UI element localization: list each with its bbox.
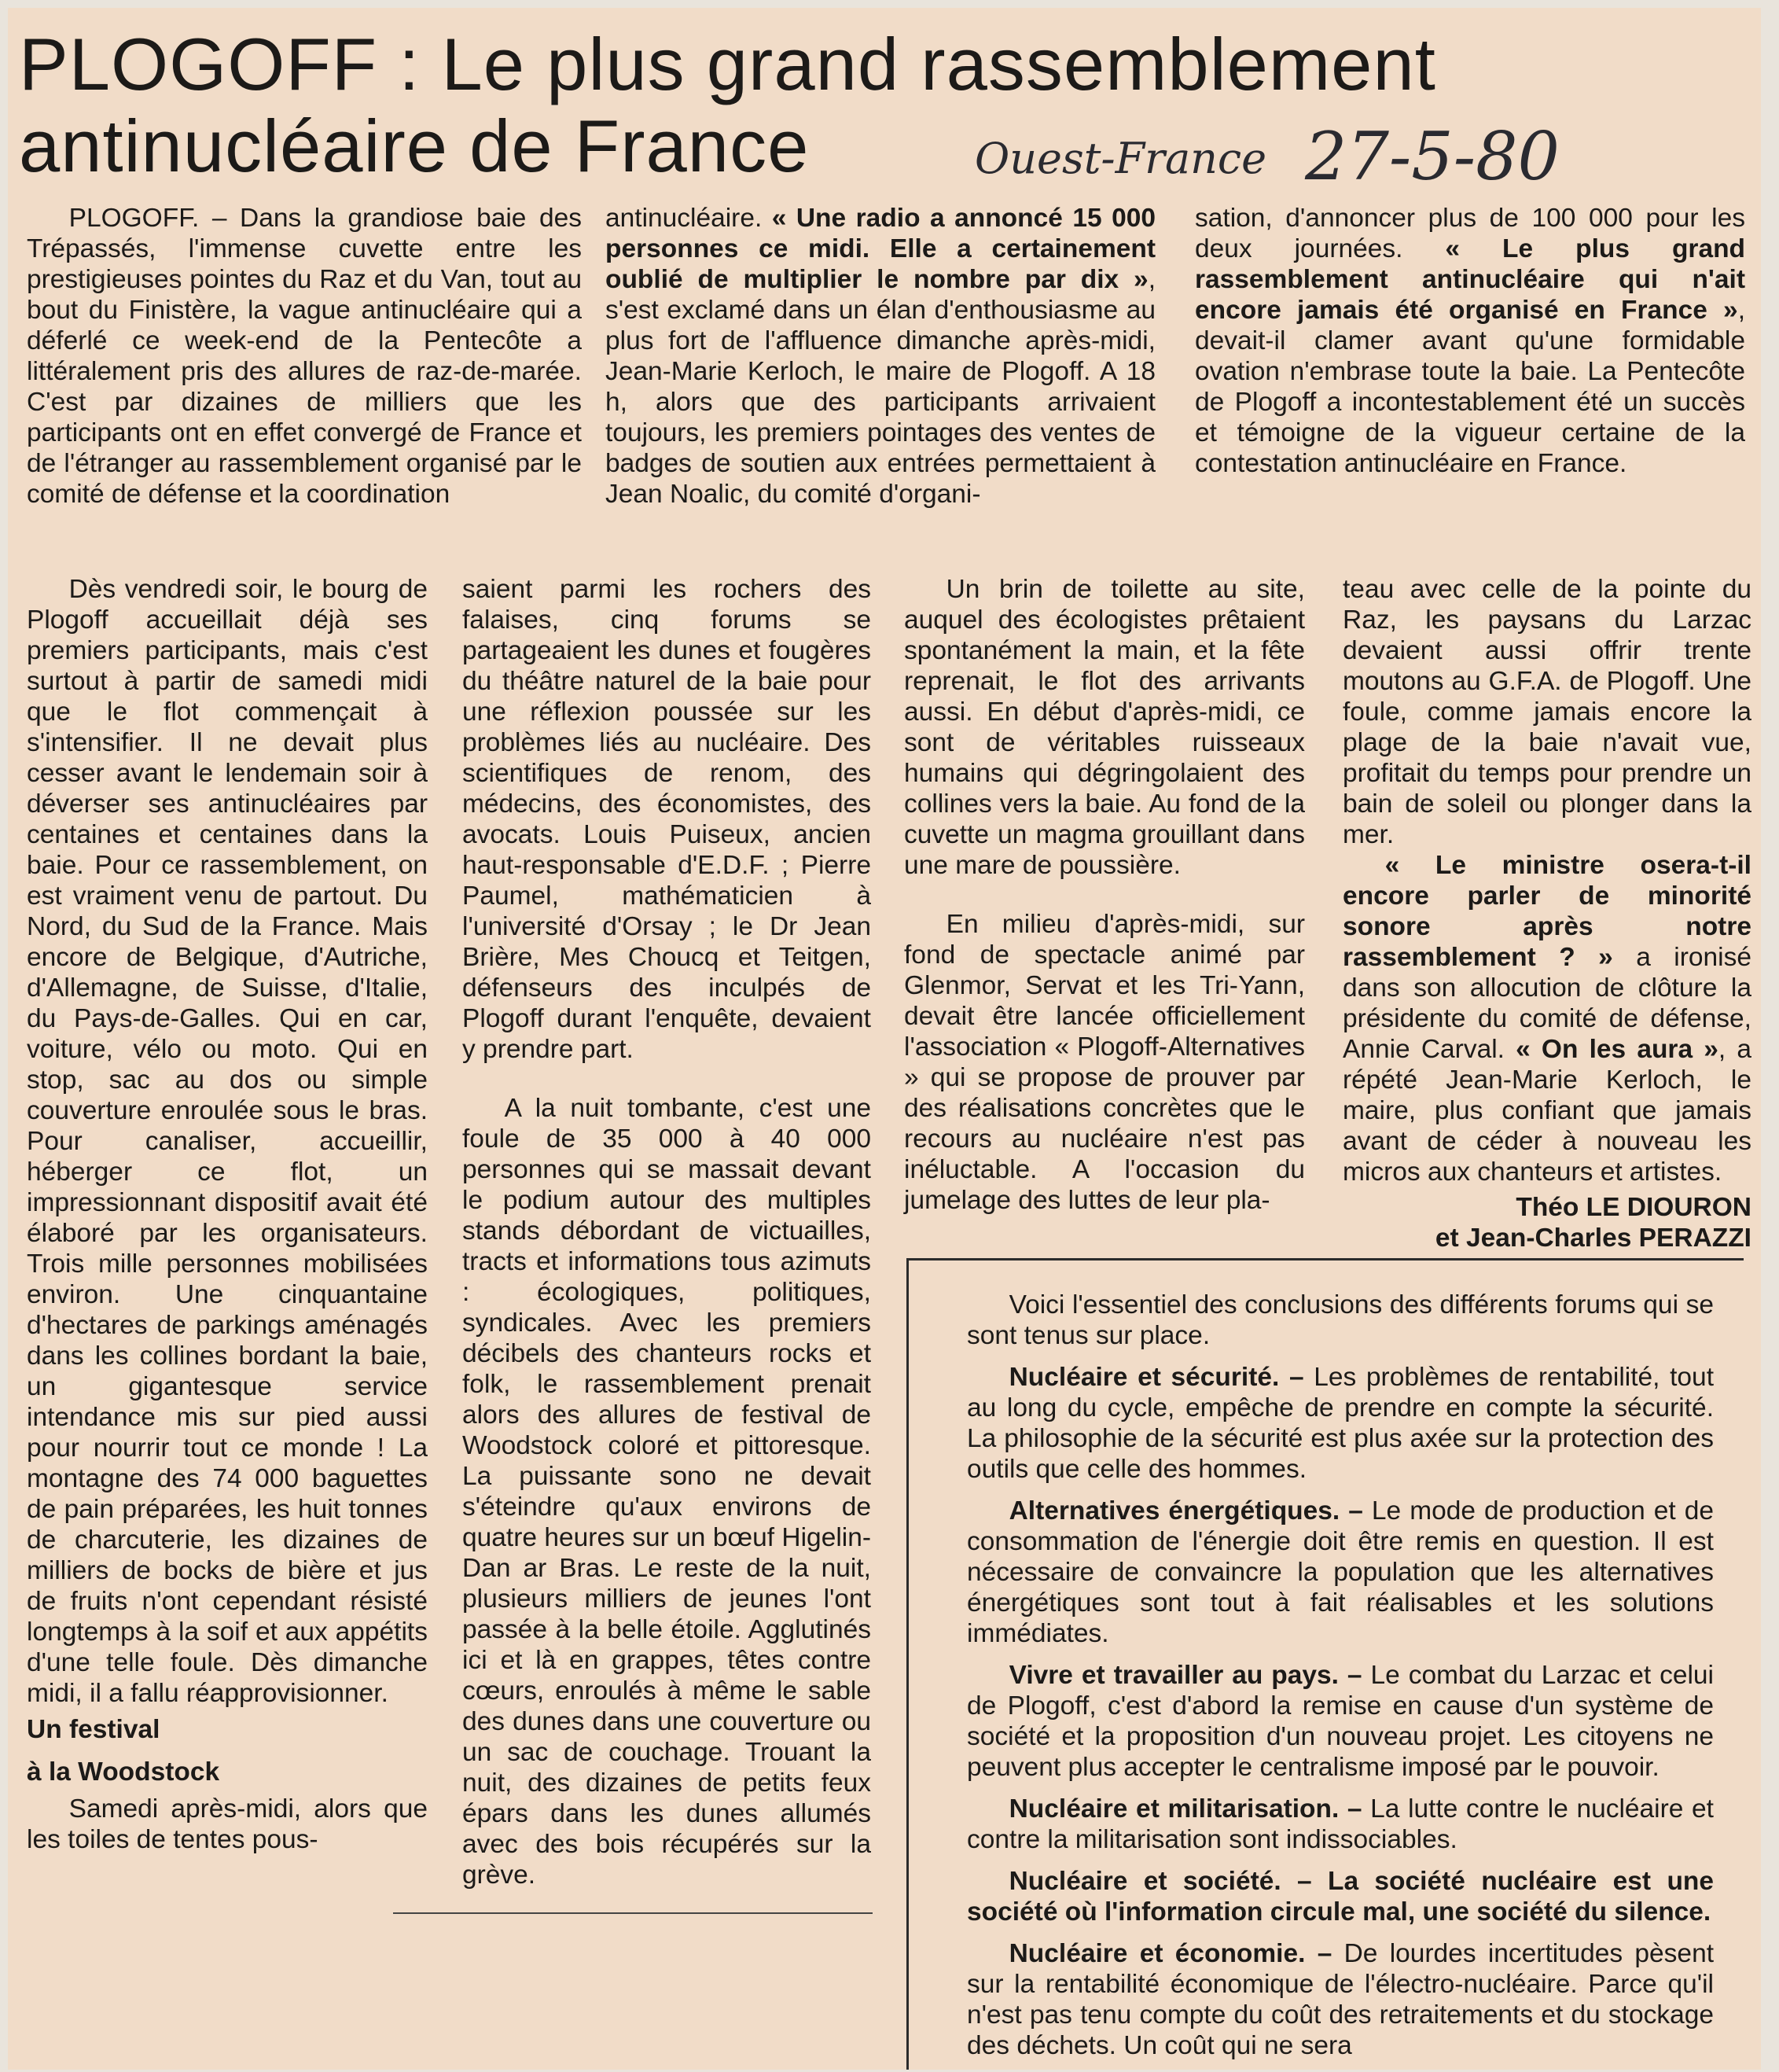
minister-quote: « Le ministre osera-t-il encore parler de minorité sonore après notre rassemblement ? » bbox=[1343, 851, 1751, 972]
box-item: Nucléaire et économie. – De lourdes incertitudes pèsent sur la rentabilité économique de l'électro-nucléaire. Parce qu'il n'est pas tenu compte du coût des retraitements et du stockage des déchets. Un coût qui ne sera bbox=[967, 1939, 1715, 2060]
box-item: Nucléaire et sécurité. – Les problèmes de rentabilité, tout au long du cycle, empêche de prendre en compte la sécurité. La philosophie de la sécurité est plus axée sur la protection des outils que celle des hommes. bbox=[967, 1363, 1714, 1484]
body-paragraph: Un brin de toilette au site, auquel des écologistes prêtaient spontanément la main, et la fête reprenait, le flot des arrivants aussi. En début d'après-midi, ce sont de véritables ruisseaux humains qui dégringolaient des collines vers la baie. Au fond de la cuvette un magma grouillant dans une mare de poussière. bbox=[904, 575, 1305, 880]
body-paragraph: A la nuit tombante, c'est une foule de 35 000 à 40 000 personnes qui se massait devant le podium autour des multiples stands débordant de victuailles, tracts et informations tous azimuts : écologiques, politiques, syndicales. Avec les premiers décibels des chanteurs rocks et folk, le rassemblement prenait alors des allures de festival de Woodstock coloré et pittoresque. La puissante sono ne devait s'éteindre qu'aux environs de quatre heures sur un bœuf Higelin-Dan ar Bras. Le reste de la nuit, plusieurs milliers de jeunes l'ont passée à la belle étoile. Agglutinés ici et là en grappes, têtes contre cœurs, enroulés à même le sable des dunes dans une couverture ou un sac de couchage. Trouant la nuit, des dizaines de petits feux épars dans les dunes allumés avec des bois récupérés sur la grève. bbox=[462, 1094, 871, 1890]
box-item: Alternatives énergétiques. – Le mode de production et de consommation de l'énergie doit être remis en question. Il est nécessaire de convaincre la population que les alternatives énergétiques sont tout à fait réalisables et les solutions immédiates. bbox=[967, 1496, 1714, 1648]
intro-paragraph-3: sation, d'annoncer plus de 100 000 pour les deux journées. « Le plus grand rassemblement antinucléaire qui n'ait encore jamais été organisé en France », devait-il clamer avant qu'une formidable ovation n'embrase toute la baie. La Pentecôte de Plogoff a incontestablement été un succès et témoigne de la vigueur certaine de la contestation antinucléaire en France. bbox=[1195, 204, 1745, 478]
body-paragraph: Samedi après-midi, alors que les toiles de tentes pous- bbox=[27, 1794, 428, 1854]
body-paragraph: Dès vendredi soir, le bourg de Plogoff accueillait déjà ses premiers participants, mais c'est surtout à partir de samedi midi que le flot commençait à s'intensifier. Il ne devait plus cesser avant le lendemain soir à déverser ses antinucléaires par centaines et centaines dans la baie. Pour ce rassemblement, on est vraiment venu de partout. Du Nord, du Sud de la France. Mais encore de Belgique, d'Autriche, d'Allemagne, de Suisse, d'Italie, du Pays-de-Galles. Qui en car, voiture, vélo ou moto. Qui en stop, sac au dos ou simple couverture enroulée sous le bras. Pour canaliser, accueillir, héberger ce flot, un impressionnant dispositif avait été élaboré par les organisateurs. Trois mille personnes mobilisées environ. Une cinquantaine d'hectares de parkings aménagés dans les collines bordant la baie, un gigantesque service intendance mis sur pied aussi pour nourrir tout ce monde ! La montagne des 74 000 baguettes de pain préparées, les huit tonnes de charcuterie, les dizaines de milliers de bocks de bière et jus de fruits n'ont cependant résisté longtemps à la soif et aux appétits d'une telle foule. Dès dimanche midi, il a fallu réapprovisionner. bbox=[27, 575, 428, 1708]
subheading: Un festival à la Woodstock bbox=[27, 1715, 220, 1787]
column-rule bbox=[393, 1912, 873, 1914]
body-paragraph: « Le ministre osera-t-il encore parler de minorité sonore après notre rassemblement ? » a ironisé dans son allocution de clôture la présidente du comité de défense, Annie Carval. « On les aura », a répété Jean-Marie Kerloch, le maire, plus confiant que jamais avant de céder à nouveau les micros aux chanteurs et artistes. bbox=[1343, 851, 1751, 1187]
intro-paragraph-2: antinucléaire. « Une radio a annoncé 15 000 personnes ce midi. Elle a certainement oublié de multiplier le nombre par dix », s'est exclamé dans un élan d'enthousiasme au plus fort de l'affluence dimanche après-midi, Jean-Marie Kerloch, le maire de Plogoff. A 18 h, alors que des participants arrivaient toujours, les premiers pointages des ventes de badges de soutien aux entrées permettaient à Jean Noalic, du comité d'organi- bbox=[605, 204, 1156, 509]
box-intro: Voici l'essentiel des conclusions des différents forums qui se sont tenus sur place. bbox=[967, 1290, 1714, 1350]
body-column-4 bbox=[1343, 574, 1751, 1253]
headline: PLOGOFF : Le plus grand rassemblement antinucléaire de France bbox=[19, 23, 1436, 187]
radio-quote: « Une radio a annoncé 15 000 personnes ce midi. Elle a certainement oublié de multiplier le nombre par dix » bbox=[605, 204, 1156, 294]
body-paragraph: saient parmi les rochers des falaises, cinq forums se partageaient les dunes et fougères du théâtre naturel de la baie pour une réflexion poussée sur les problèmes liés au nucléaire. Des scientifiques de renom, des médecins, des économistes, des avocats. Louis Puiseux, ancien haut-responsable d'E.D.F. ; Pierre Paumel, mathématicien à l'université d'Orsay ; le Dr Jean Brière, Mes Choucq et Teitgen, défenseurs des inculpés de Plogoff durant l'enquête, devaient y prendre part. bbox=[462, 575, 871, 1064]
intro-column-2 bbox=[605, 203, 1156, 510]
body-paragraph: En milieu d'après-midi, sur fond de spectacle animé par Glenmor, Servat et les Tri-Yann, devait être lancée officiellement l'association « Plogoff-Alternatives » qui se propose de prouver par des réalisations concrètes que le recours au nucléaire n'est pas inéluctable. A l'occasion du jumelage des luttes de leur pla- bbox=[904, 910, 1305, 1215]
signature: Théo LE DIOURON et Jean-Charles PERAZZI bbox=[1435, 1193, 1751, 1253]
body-column-2 bbox=[462, 574, 871, 1890]
box-item: Nucléaire et société. – La société nucléaire est une société où l'information circule mal, une société du silence. bbox=[967, 1867, 1714, 1927]
intro-column-1 bbox=[27, 203, 582, 510]
conclusions-text bbox=[967, 1290, 1714, 2072]
body-column-1 bbox=[27, 574, 428, 1855]
body-column-3 bbox=[904, 574, 1305, 1216]
box-item: Nucléaire et militarisation. – La lutte contre le nucléaire et contre la militarisation sont indissociables. bbox=[967, 1794, 1714, 1854]
body-paragraph: teau avec celle de la pointe du Raz, les paysans du Larzac devaient aussi offrir trente moutons au G.F.A. de Plogoff. Une foule, comme jamais encore la plage de la baie n'avait vue, profitait du temps pour prendre un bain de soleil ou plonger dans la mer. bbox=[1343, 575, 1751, 849]
organizer-quote: « Le plus grand rassemblement antinucléaire qui n'ait encore jamais été organisé en France » bbox=[1195, 234, 1745, 325]
handwritten-date: 27-5-80 bbox=[1305, 118, 1560, 195]
intro-column-3 bbox=[1195, 203, 1745, 479]
intro-paragraph-1: PLOGOFF. – Dans la grandiose baie des Trépassés, l'immense cuvette entre les prestigieuses pointes du Raz et du Van, tout au bout du Finistère, la vague antinucléaire qui a déferlé ce week-end de la Pentecôte a littéralement pris des allures de raz-de-marée. C'est par dizaines de milliers que les participants ont en effet convergé de France et de l'étranger au rassemblement organisé par le comité de défense et la coordination bbox=[27, 204, 582, 509]
handwritten-source: Ouest-France bbox=[975, 134, 1267, 183]
kerloch-quote: « On les aura » bbox=[1516, 1035, 1718, 1064]
box-item: Vivre et travailler au pays. – Le combat du Larzac et celui de Plogoff, c'est d'abord la remise en cause d'un système de société et la proposition d'un nouveau projet. Les citoyens ne peuvent plus accepter le centralisme imposé par le pouvoir. bbox=[967, 1661, 1714, 1782]
